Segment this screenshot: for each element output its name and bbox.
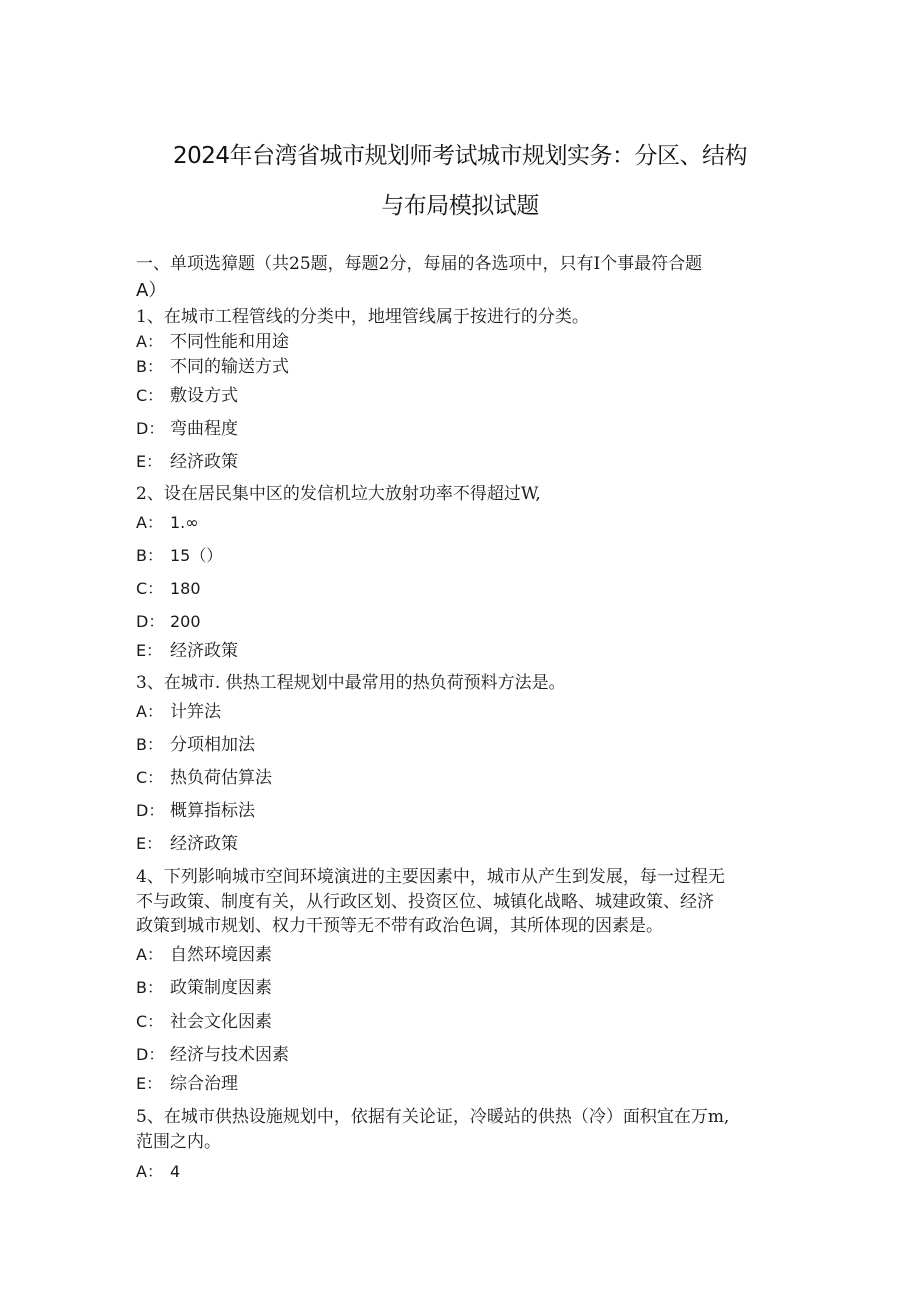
page-title-line-1: 2024年台湾省城市规划师考试城市规划实务：分区、结构 — [172, 143, 748, 169]
question-2-option-e — [136, 640, 238, 662]
question-4-stem-line-1: 4、下列影响城市空间环境演进的主要因素中，城市从产生到发展，每一过程无 — [136, 867, 725, 887]
option-text: 1.∞ — [170, 513, 199, 532]
option-text: 经济政策 — [170, 834, 238, 854]
option-letter: A： — [136, 1162, 163, 1181]
page-title-line-2: 与布局模拟试题 — [381, 193, 539, 219]
option-letter: C： — [136, 1012, 164, 1031]
option-letter: A： — [136, 513, 163, 532]
option-letter: B： — [136, 546, 163, 565]
question-3-option-e — [136, 833, 238, 855]
option-text: 敷设方式 — [170, 386, 238, 406]
question-2-option-c — [136, 578, 201, 600]
option-letter: B： — [136, 357, 163, 376]
option-text: 15（） — [170, 546, 223, 565]
option-text: 概算指标法 — [170, 801, 255, 821]
question-5-stem-line-2: 范围之内。 — [136, 1132, 221, 1152]
question-3-option-c — [136, 767, 272, 789]
option-text: 综合治理 — [170, 1074, 238, 1094]
option-text: 自然环境因素 — [170, 945, 272, 965]
question-2-option-a — [136, 512, 199, 534]
option-letter: E： — [136, 834, 163, 853]
section-heading-tail: A） — [136, 280, 167, 301]
option-letter: B： — [136, 978, 163, 997]
question-1-stem: 1、在城市工程管线的分类中，地埋管线属于按进行的分类。 — [136, 307, 589, 327]
option-letter: B： — [136, 735, 163, 754]
question-2-option-d — [136, 611, 201, 633]
question-3-option-a — [136, 701, 221, 723]
question-4-option-a — [136, 944, 272, 966]
question-4-option-e — [136, 1073, 238, 1095]
option-letter: A： — [136, 702, 163, 721]
option-text: 200 — [170, 612, 201, 631]
option-letter: D： — [136, 1045, 165, 1064]
option-text: 政策制度因素 — [170, 978, 272, 998]
question-5-option-a — [136, 1161, 180, 1183]
option-text: 不同性能和用途 — [170, 332, 289, 352]
question-4-option-b — [136, 977, 272, 999]
option-letter: E： — [136, 1074, 163, 1093]
section-heading: 一、单项选獐题（共25题，每题2分，每届的各选项中，只有I个事最符合题 — [136, 254, 703, 274]
option-text: 经济政策 — [170, 641, 238, 661]
question-1-option-c — [136, 385, 238, 407]
question-3-stem: 3、在城市. 供热工程规划中最常用的热负荷预料方法是。 — [136, 673, 566, 693]
option-text: 经济政策 — [170, 452, 238, 472]
option-letter: A： — [136, 945, 163, 964]
question-4-option-c — [136, 1011, 272, 1033]
option-letter: D： — [136, 801, 165, 820]
question-4-stem-line-2: 不与政策、制度有关，从行政区划、投资区位、城镇化战略、城建政策、经济 — [136, 892, 714, 912]
option-text: 热负荷估算法 — [170, 768, 272, 788]
question-2-option-b — [136, 545, 222, 567]
option-letter: C： — [136, 579, 164, 598]
question-3-option-d — [136, 800, 255, 822]
option-letter: C： — [136, 386, 164, 405]
option-letter: D： — [136, 419, 165, 438]
question-2-stem: 2、设在居民集中区的发信机垃大放射功率不得超过W, — [136, 484, 541, 504]
question-3-option-b — [136, 734, 255, 756]
option-text: 180 — [170, 579, 201, 598]
option-text: 经济与技术因素 — [170, 1045, 289, 1065]
question-5-stem-line-1: 5、在城市供热设施规划中，依据有关论证，冷暖站的供热（冷）面积宜在万m, — [136, 1107, 730, 1127]
question-1-option-b — [136, 356, 289, 378]
question-1-option-d — [136, 418, 238, 440]
option-text: 弯曲程度 — [170, 419, 238, 439]
option-text: 计笄法 — [170, 702, 221, 722]
option-text: 分项相加法 — [170, 735, 255, 755]
question-4-option-d — [136, 1044, 289, 1066]
option-letter: A： — [136, 332, 163, 351]
option-text: 不同的输送方式 — [170, 357, 289, 377]
question-1-option-a — [136, 331, 289, 353]
question-1-option-e — [136, 451, 238, 473]
option-letter: E： — [136, 641, 163, 660]
question-4-stem-line-3: 政策到城市规划、权力干预等无不带有政治色调，其所体现的因素是。 — [136, 916, 663, 936]
option-text: 4 — [170, 1162, 181, 1181]
option-letter: C： — [136, 768, 164, 787]
option-text: 社会文化因素 — [170, 1012, 272, 1032]
option-letter: E： — [136, 452, 163, 471]
option-letter: D： — [136, 612, 165, 631]
